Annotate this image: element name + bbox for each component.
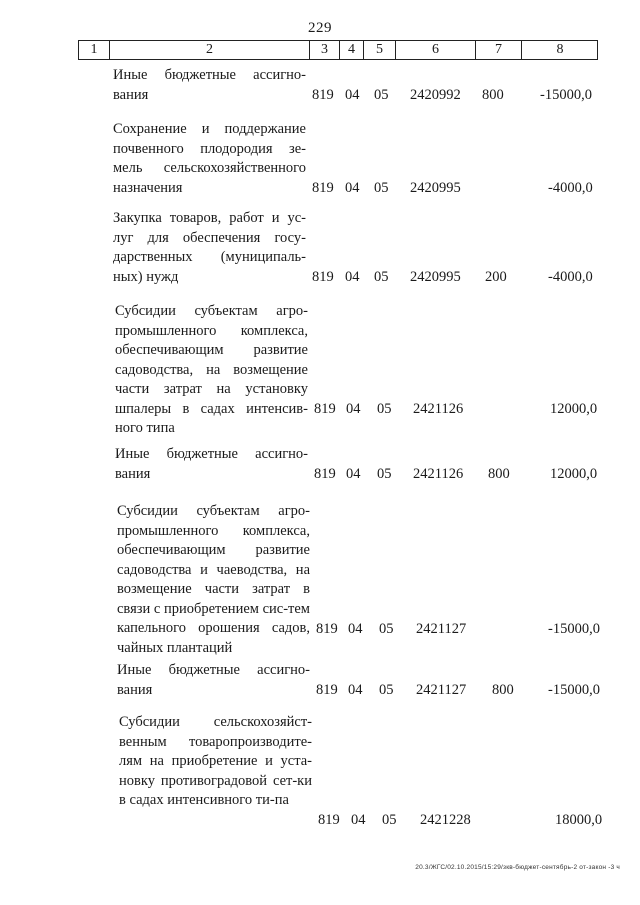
row-col6: 2421228 [420,811,471,828]
row-name: Иные бюджетные ассигно-вания [117,662,310,698]
row-name: Субсидии субъектам агро-промышленного комплекса, обеспечивающим развитие садоводства и чаеводства, на возмещение части затрат в связи с приобретением сис-тем капельного орошения садов, чайных плантаций [117,503,310,656]
table-row [0,209,640,287]
row-col4: 04 [346,400,361,417]
row-col6: 2421127 [416,681,467,698]
row-col7: 800 [482,86,504,103]
row-col4: 04 [345,268,360,285]
row-col5: 05 [382,811,397,828]
row-col4: 04 [351,811,366,828]
row-col6: 2421126 [413,400,464,417]
row-name: Иные бюджетные ассигно-вания [115,446,308,482]
row-col4: 04 [348,681,363,698]
row-col7: 200 [485,268,507,285]
table-row [0,502,640,656]
row-col5: 05 [374,179,389,196]
row-col3: 819 [314,400,336,417]
row-col6: 2421126 [413,465,464,482]
row-col6: 2420992 [410,86,461,103]
row-col8: 12000,0 [550,465,598,482]
row-col3: 819 [312,179,334,196]
table-row [0,713,640,830]
footer-file-reference: 20.3/ЖГС/02.10.2015/15:29/зкв-бюджет-сентябрь-2 от-закон -3 ч [415,864,620,871]
header-col-2: 2 [109,41,309,59]
header-col-6: 6 [395,41,475,59]
row-col6: 2420995 [410,179,461,196]
row-col8: 18000,0 [555,811,603,828]
page-number: 229 [308,20,332,36]
table-row [0,120,640,198]
table-row [0,66,640,105]
row-col8: -15000,0 [548,681,600,698]
row-col3: 819 [316,620,338,637]
row-col5: 05 [377,465,392,482]
row-col3: 819 [312,268,334,285]
header-col-1: 1 [90,42,98,57]
header-col-4: 4 [339,41,363,59]
row-col3: 819 [312,86,334,103]
row-col8: -4000,0 [548,179,593,196]
row-col6: 2421127 [416,620,467,637]
row-name: Субсидии субъектам агро-промышленного комплекса, обеспечивающим развитие садоводства, на возмещение части затрат на установку шпалеры в садах интенсив-ного типа [115,303,308,436]
row-col7: 800 [492,681,514,698]
row-col3: 819 [318,811,340,828]
row-name: Сохранение и поддержание почвенного плодородия зе-мель сельскохозяйственного назначения [113,121,306,196]
table-row [0,661,640,700]
row-col3: 819 [316,681,338,698]
table-row [0,445,640,484]
header-col-3: 3 [309,41,339,59]
row-name: Субсидии сельскохозяйст-венным товаропроизводите-лям на приобретение и уста-новку противоградовой сет-ки в садах интенсивного ти-па [119,714,312,808]
row-col5: 05 [374,268,389,285]
row-name: Закупка товаров, работ и ус-луг для обеспечения госу-дарственных (муниципаль-ных) нужд [113,210,306,285]
row-col4: 04 [348,620,363,637]
header-col-7: 7 [475,41,521,59]
row-col6: 2420995 [410,268,461,285]
table-row [0,302,640,436]
table-header [78,40,598,60]
row-col4: 04 [345,86,360,103]
row-col4: 04 [346,465,361,482]
row-col7: 800 [488,465,510,482]
row-col8: -4000,0 [548,268,593,285]
row-col5: 05 [379,681,394,698]
row-name: Иные бюджетные ассигно-вания [113,67,306,103]
row-col8: -15000,0 [548,620,600,637]
row-col5: 05 [377,400,392,417]
row-col3: 819 [314,465,336,482]
header-col-8: 8 [521,41,598,59]
row-col5: 05 [379,620,394,637]
header-col-5: 5 [363,41,395,59]
row-col4: 04 [345,179,360,196]
row-col8: -15000,0 [540,86,592,103]
row-col5: 05 [374,86,389,103]
row-col8: 12000,0 [550,400,598,417]
